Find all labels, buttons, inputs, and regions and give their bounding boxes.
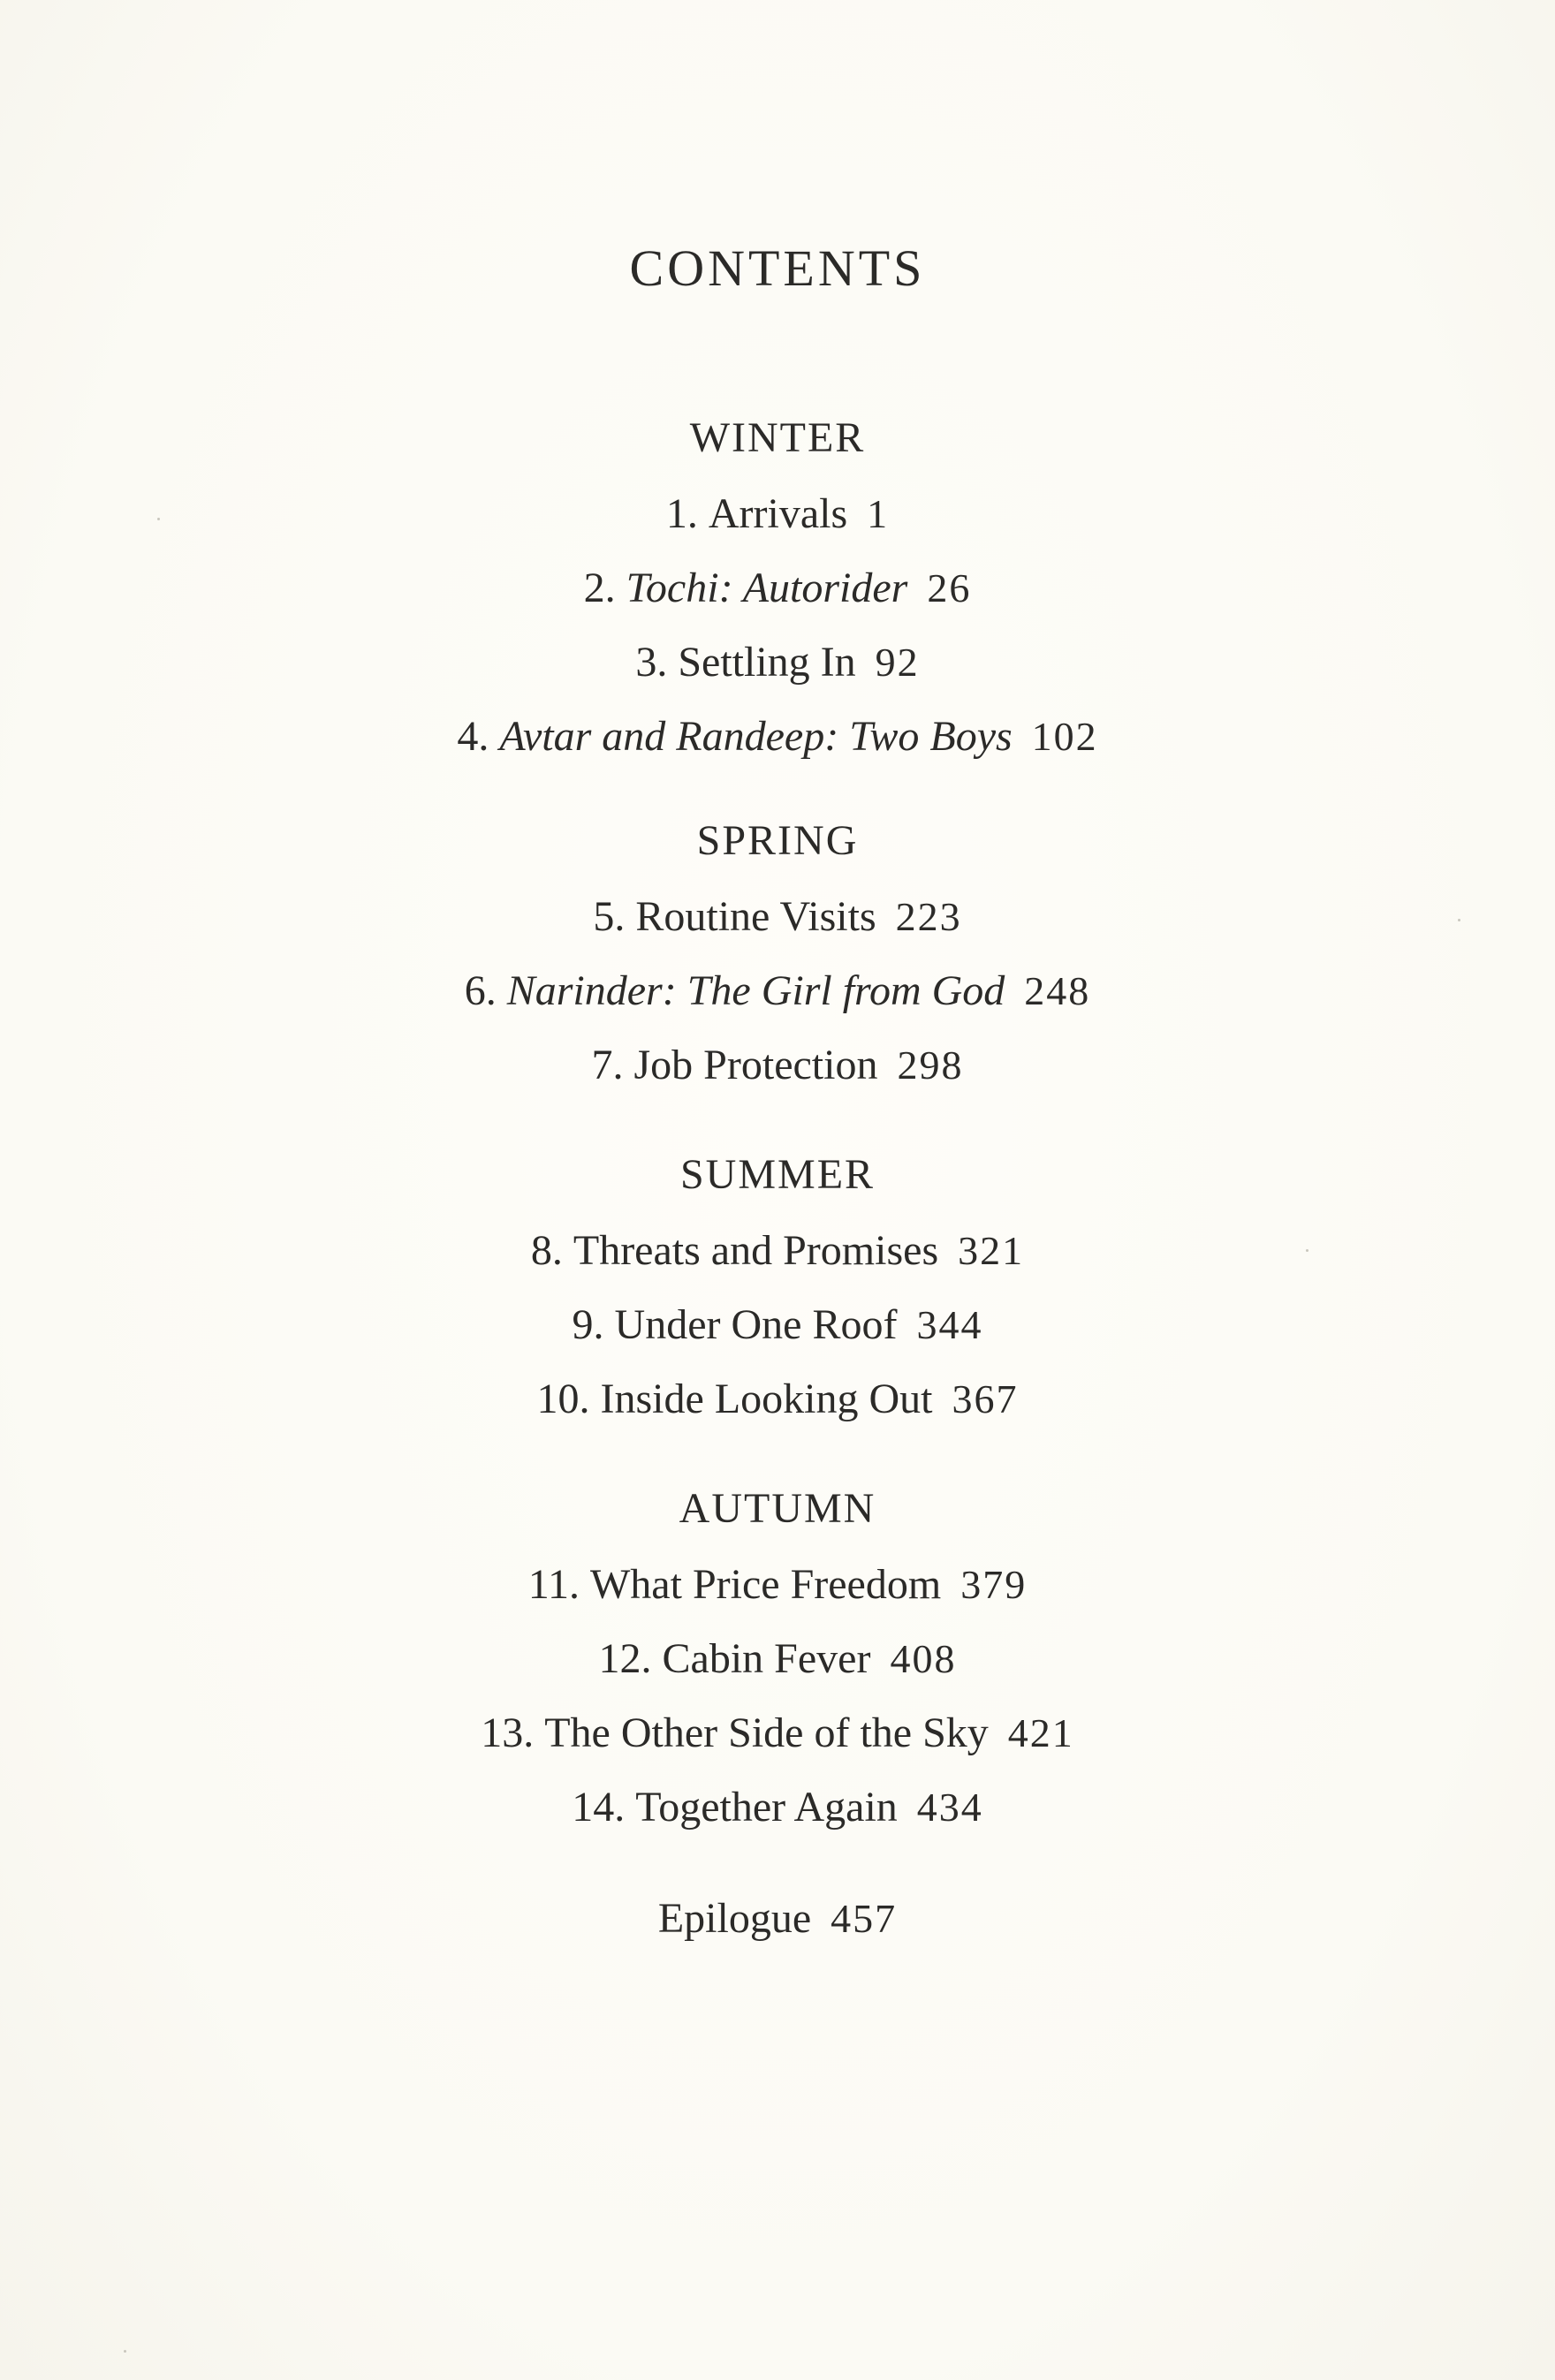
entry-page: 1	[867, 491, 890, 536]
toc-entry	[0, 1709, 1555, 1757]
entry-title: Tochi: Autorider	[626, 565, 908, 611]
section-heading-summer: SUMMER	[679, 1151, 876, 1198]
entry-page: 102	[1031, 714, 1098, 759]
entry-number: 14.	[572, 1784, 626, 1830]
entry-number: 2.	[583, 565, 616, 611]
toc-entry	[0, 1375, 1555, 1423]
toc-entry	[0, 1560, 1555, 1609]
entry-number: 9.	[572, 1301, 604, 1348]
entry-title: Inside Looking Out	[600, 1376, 933, 1422]
toc-entry-epilogue	[0, 1894, 1555, 1943]
entry-page: 408	[890, 1636, 957, 1681]
entry-title: Arrivals	[708, 490, 848, 537]
entry-page: 379	[960, 1562, 1028, 1607]
entry-title: Avtar and Randeep: Two Boys	[499, 713, 1013, 760]
entry-title: Cabin Fever	[662, 1635, 871, 1682]
entry-page: 92	[875, 640, 920, 685]
entry-number: 3.	[635, 639, 668, 686]
entry-page: 457	[831, 1896, 898, 1941]
entry-title: Under One Roof	[614, 1301, 898, 1348]
entry-number: 6.	[464, 967, 497, 1014]
entry-number: 11.	[527, 1561, 580, 1608]
toc-entry	[0, 1300, 1555, 1349]
toc-entry	[0, 1634, 1555, 1683]
entry-title: What Price Freedom	[590, 1561, 942, 1608]
entry-number: 1.	[665, 490, 698, 537]
entry-title: Settling In	[678, 639, 856, 686]
entry-title: Narinder: The Girl from God	[506, 967, 1005, 1014]
entry-number: 13.	[481, 1709, 535, 1756]
entry-page: 344	[916, 1302, 983, 1347]
entry-title: Epilogue	[657, 1895, 812, 1942]
toc-entry	[0, 1783, 1555, 1831]
section-heading-spring: SPRING	[696, 817, 859, 864]
entry-title: Threats and Promises	[573, 1227, 939, 1274]
paper-speck	[124, 2350, 126, 2353]
paper-speck	[157, 518, 160, 520]
entry-title: Routine Visits	[635, 893, 876, 940]
page-title: CONTENTS	[629, 239, 926, 297]
toc-entry	[0, 489, 1555, 538]
paper-speck	[1306, 1249, 1308, 1252]
section-heading-winter: WINTER	[689, 414, 866, 461]
entry-title: Together Again	[635, 1784, 898, 1830]
entry-title: The Other Side of the Sky	[544, 1709, 989, 1756]
entry-number: 7.	[591, 1042, 624, 1088]
toc-entry	[0, 1041, 1555, 1089]
toc-entry	[0, 564, 1555, 612]
toc-entry	[0, 712, 1555, 761]
toc-entry	[0, 966, 1555, 1015]
entry-page: 298	[897, 1042, 964, 1088]
entry-page: 248	[1024, 968, 1091, 1013]
entry-page: 26	[927, 565, 972, 610]
entry-page: 321	[958, 1228, 1025, 1273]
entry-page: 223	[895, 894, 962, 939]
entry-number: 4.	[457, 713, 489, 760]
toc-entry	[0, 1226, 1555, 1275]
toc-entry	[0, 892, 1555, 941]
section-heading-autumn: AUTUMN	[679, 1485, 876, 1532]
entry-page: 367	[952, 1376, 1019, 1421]
entry-page: 421	[1007, 1710, 1074, 1755]
entry-number: 10.	[536, 1376, 590, 1422]
entry-number: 5.	[593, 893, 626, 940]
entry-number: 8.	[530, 1227, 563, 1274]
entry-page: 434	[916, 1785, 983, 1830]
paper-speck	[1458, 919, 1460, 921]
toc-entry	[0, 638, 1555, 686]
entry-title: Job Protection	[633, 1042, 878, 1088]
entry-number: 12.	[598, 1635, 652, 1682]
